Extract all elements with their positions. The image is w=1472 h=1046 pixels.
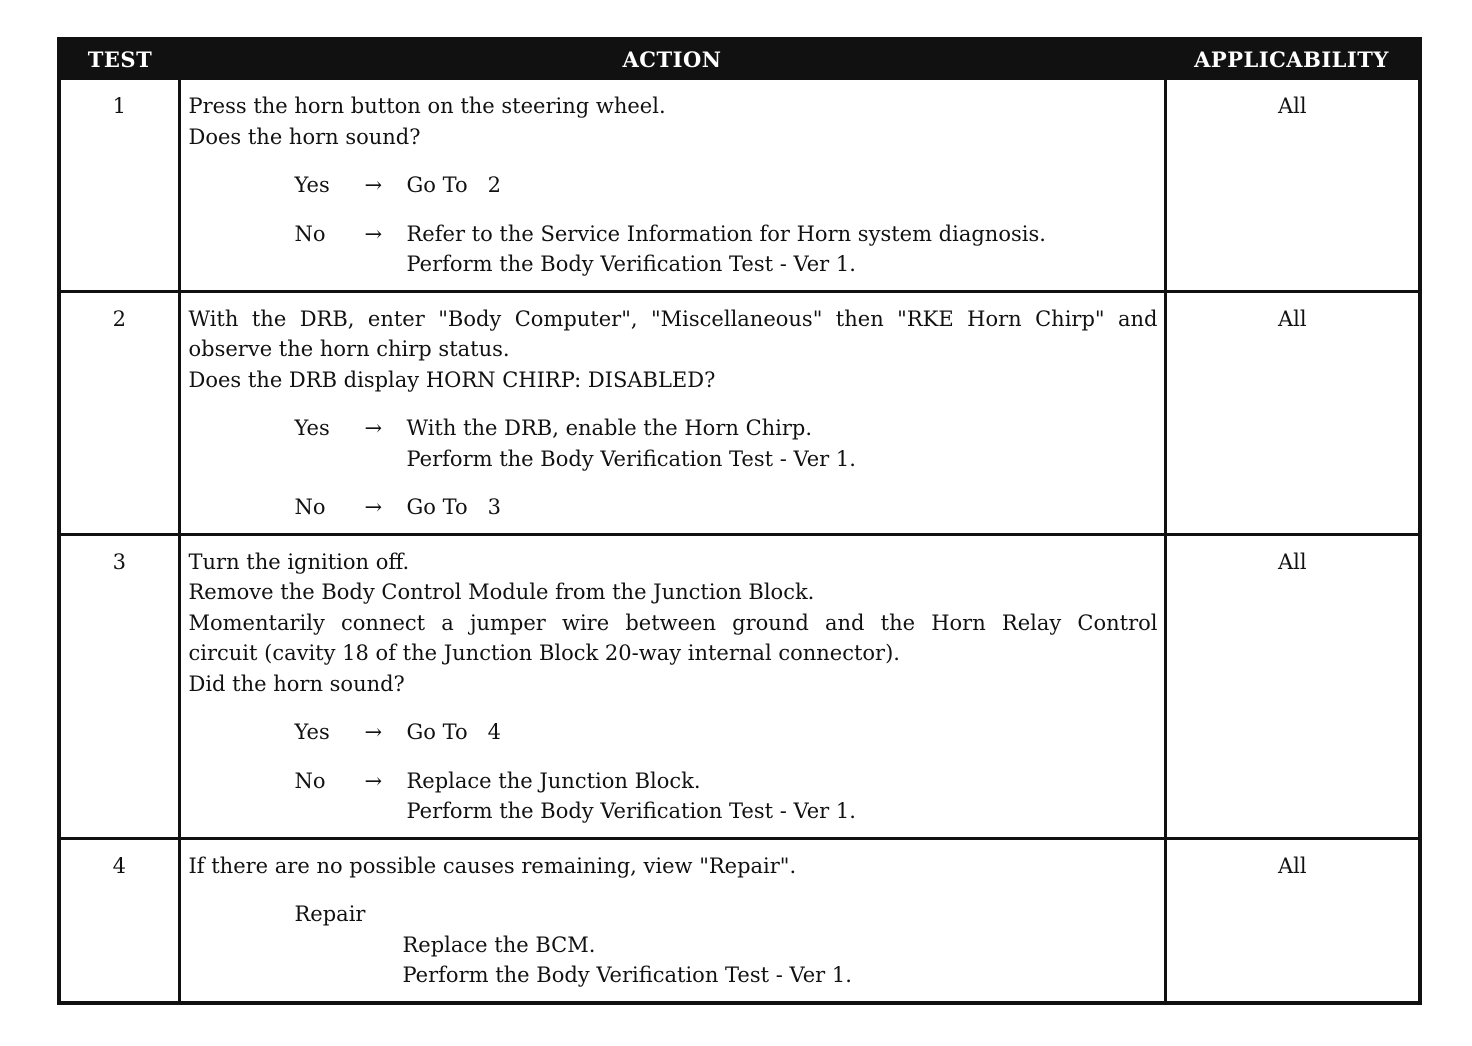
- repair-label: Repair: [294, 902, 366, 926]
- test-number: 4: [59, 838, 179, 1003]
- test-number: 2: [59, 291, 179, 534]
- branch-label: Yes: [294, 720, 330, 744]
- applicability-value: All: [1165, 534, 1420, 838]
- branch-results: [407, 492, 1158, 523]
- arrow-icon: →: [364, 173, 383, 197]
- action-line: Does the horn sound?: [188, 124, 421, 149]
- arrow-icon: →: [364, 495, 383, 519]
- branch-label: No: [294, 495, 326, 519]
- table-row: [59, 79, 1420, 292]
- branch-yes: [189, 717, 1158, 748]
- header-action: ACTION: [179, 39, 1165, 79]
- branch-result-line: Perform the Body Verification Test - Ver 1.: [406, 252, 856, 276]
- header-test: TEST: [59, 39, 179, 79]
- branch-result-line: With the DRB, enable the Horn Chirp.: [406, 416, 813, 440]
- repair-result-line: Replace the BCM.: [402, 932, 596, 957]
- action-line: Did the horn sound?: [188, 671, 405, 696]
- action-line: circuit (cavity 18 of the Junction Block 20-way internal connector).: [188, 641, 900, 665]
- repair-block: [189, 899, 1158, 991]
- action-line: With the DRB, enter "Body Computer", "Miscellaneous" then "RKE Horn Chirp" and: [188, 306, 1158, 331]
- diagnostic-test-table: [57, 37, 1422, 1005]
- repair-result-line: Perform the Body Verification Test - Ver 1.: [402, 963, 852, 987]
- action-cell: [179, 79, 1165, 292]
- branch-no: [189, 219, 1158, 280]
- table-row: [59, 291, 1420, 534]
- branch-yes: [189, 170, 1158, 201]
- action-line: If there are no possible causes remaining, view "Repair".: [188, 853, 797, 878]
- applicability-value: All: [1165, 79, 1420, 292]
- branch-result-line: Perform the Body Verification Test - Ver 1.: [406, 799, 856, 823]
- action-cell: [179, 291, 1165, 534]
- arrow-icon: →: [364, 221, 383, 246]
- applicability-value: All: [1165, 838, 1420, 1003]
- branch-result-line: Replace the Junction Block.: [406, 768, 701, 793]
- header-applicability: APPLICABILITY: [1165, 39, 1420, 79]
- branch-result-line: Go To 2: [406, 173, 501, 197]
- table-header-row: [59, 39, 1420, 79]
- branch-no: [189, 492, 1158, 523]
- action-line: observe the horn chirp status.: [188, 337, 510, 361]
- branch-label: No: [294, 768, 326, 793]
- branch-no: [189, 766, 1158, 827]
- branch-label: Yes: [294, 416, 330, 440]
- test-number: 3: [59, 534, 179, 838]
- arrow-icon: →: [364, 768, 383, 793]
- branch-label: No: [294, 221, 326, 246]
- branch-results: [407, 219, 1158, 280]
- branch-results: [407, 170, 1158, 201]
- branch-result-line: Perform the Body Verification Test - Ver 1.: [406, 446, 856, 471]
- branch-results: [407, 766, 1158, 827]
- arrow-icon: →: [364, 416, 383, 440]
- action-line: Remove the Body Control Module from the Junction Block.: [188, 580, 815, 604]
- arrow-icon: →: [364, 720, 383, 744]
- action-cell: [179, 838, 1165, 1003]
- table-row: [59, 534, 1420, 838]
- branch-results: [407, 717, 1158, 748]
- action-cell: [179, 534, 1165, 838]
- branch-results: [407, 413, 1158, 474]
- branch-result-line: Go To 3: [406, 495, 501, 519]
- action-line: Does the DRB display HORN CHIRP: DISABLED?: [188, 367, 716, 392]
- action-line: Press the horn button on the steering wheel.: [188, 94, 666, 118]
- test-number: 1: [59, 79, 179, 292]
- branch-result-line: Refer to the Service Information for Horn system diagnosis.: [406, 221, 1046, 246]
- branch-result-line: Go To 4: [406, 720, 501, 744]
- branch-yes: [189, 413, 1158, 474]
- applicability-value: All: [1165, 291, 1420, 534]
- branch-label: Yes: [294, 173, 330, 197]
- action-line: Momentarily connect a jumper wire between ground and the Horn Relay Control: [188, 610, 1158, 635]
- action-line: Turn the ignition off.: [188, 549, 410, 574]
- table-row: [59, 838, 1420, 1003]
